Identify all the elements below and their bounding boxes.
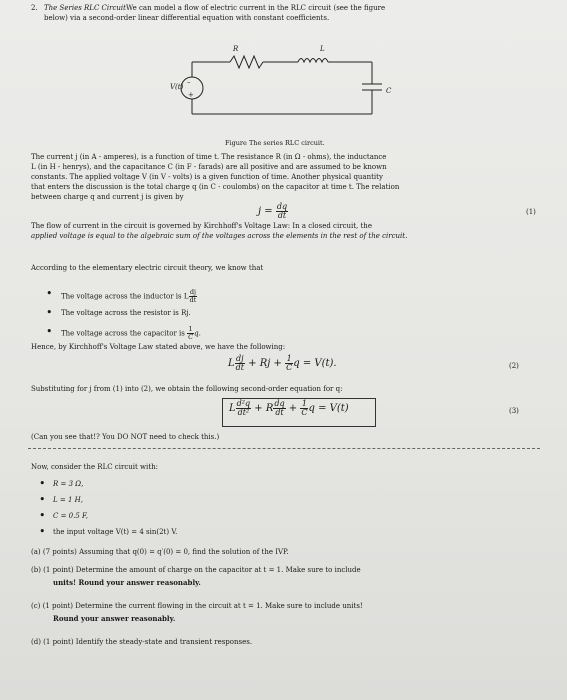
inductor-symbol [298, 59, 328, 63]
intro-line-2: below) via a second-order linear differential equation with constant coefficients. [44, 14, 330, 22]
param-R: R = 3 Ω, [53, 480, 84, 488]
question-a: (a) (7 points) Assuming that q(0) = q′(0) = 0, find the solution of the IVP. [31, 548, 289, 556]
bullet-1-dt: dt [189, 296, 197, 304]
equation-2: L $\frac{dj}{dt}$ + Rj + $\frac{1}{C}$ q = V(t). [228, 354, 337, 372]
param-L: L = 1 H, [53, 496, 83, 504]
intro-line-1: We can model a flow of electric current in the RLC circuit (see the figure [126, 4, 386, 12]
svg-text:+: + [188, 91, 194, 99]
equation-1-lhs: j = [258, 206, 273, 217]
param-V-dot: • [39, 525, 46, 538]
param-V: the input voltage V(t) = 4 sin(2t) V. [53, 528, 178, 536]
problem-title: The Series RLC Circuit [44, 4, 126, 12]
equation-3-number: (3) [509, 407, 519, 415]
hence-sentence: Hence, by Kirchhoff's Voltage Law stated above, we have the following: [31, 343, 286, 351]
bullet-3-one: 1 [188, 325, 193, 333]
question-d: (d) (1 point) Identify the steady-state and transient responses. [31, 638, 253, 646]
question-b-line-2: units! Round your answer reasonably. [53, 578, 201, 587]
paragraph-1-line-4: that enters the discussion is the total charge q (in C - coulombs) on the capacitor at time t. The relation [31, 183, 400, 191]
paragraph-1-line-3: constants. The applied voltage V (in V - volts) is a given function of time. Another physical quantity [31, 173, 383, 181]
section-divider [28, 448, 540, 449]
bullet-1-dot: • [46, 287, 53, 300]
bullet-3-C: C [188, 333, 194, 341]
bullet-1-label: The voltage across the inductor is L [61, 292, 189, 301]
bullet-1-dj: dj [189, 288, 196, 296]
bullet-3-text [61, 326, 201, 341]
figure-label-C: C [386, 87, 392, 95]
paragraph-1-line-2: L (in H - henrys), and the capacitance C (in F - farads) are all positive and are assumed to be known [31, 163, 387, 171]
param-C-dot: • [39, 509, 46, 522]
equation-1-number: (1) [526, 208, 536, 216]
consider-sentence: Now, consider the RLC circuit with: [31, 463, 158, 471]
param-R-dot: • [39, 477, 46, 490]
equation-2-number: (2) [509, 362, 519, 370]
theory-sentence: According to the elementary electric circuit theory, we know that [31, 264, 264, 272]
equation-1 [258, 203, 288, 220]
bullet-3-label: The voltage across the capacitor is [61, 329, 185, 338]
bullet-1-text [61, 289, 197, 304]
figure-label-V: V(t) [170, 83, 184, 91]
equation-3: L $\frac{\text{d²q}}{\text{dt²}}$ + R $\frac{dq}{dt}$ + $\frac{1}{C}$ q = V(t) [229, 399, 349, 417]
bullet-3-dot: • [46, 325, 53, 338]
paragraph-1-line-5: between charge q and current j is given by [31, 193, 184, 201]
kvl-line-2: applied voltage is equal to the algebraic sum of the voltages across the elements in the rest of the circuit. [31, 232, 408, 240]
figure-label-L: L [320, 45, 325, 53]
question-c-line-1: (c) (1 point) Determine the current flowing in the circuit at t = 1. Make sure to include units! [31, 602, 363, 610]
figure-label-R: R [233, 45, 239, 53]
resistor-symbol [230, 56, 263, 68]
bullet-2-dot: • [46, 306, 53, 319]
question-b-text: (b) (1 point) Determine the amount of charge on the capacitor at t = 1. Make sure to include [31, 566, 361, 574]
problem-number: 2. [31, 4, 38, 12]
kvl-line-1: The flow of current in the circuit is governed by Kirchhoff's Voltage Law: In a closed circuit, the [31, 222, 372, 230]
svg-text:–: – [187, 78, 191, 86]
question-c-line-2: Round your answer reasonably. [53, 614, 176, 623]
figure-caption: Figure The series RLC circuit. [225, 139, 325, 147]
paragraph-1-line-1: The current j (in A - amperes), is a function of time t. The resistance R (in Ω - ohms), the inductance [31, 153, 387, 161]
equation-1-denominator: dt [277, 211, 287, 220]
rlc-circuit-diagram [150, 40, 420, 132]
param-L-dot: • [39, 493, 46, 506]
check-note: (Can you see that!? You DO NOT need to check this.) [31, 433, 220, 441]
bullet-2-text: The voltage across the resistor is Rj. [61, 309, 191, 317]
equation-1-numerator: dq [276, 202, 288, 211]
param-C: C = 0.5 F, [53, 512, 89, 520]
bullet-3-tail: q. [194, 329, 201, 338]
question-b-line-1 [31, 565, 361, 576]
substitution-sentence: Substituting for j from (1) into (2), we obtain the following second-order equation for q: [31, 385, 343, 393]
